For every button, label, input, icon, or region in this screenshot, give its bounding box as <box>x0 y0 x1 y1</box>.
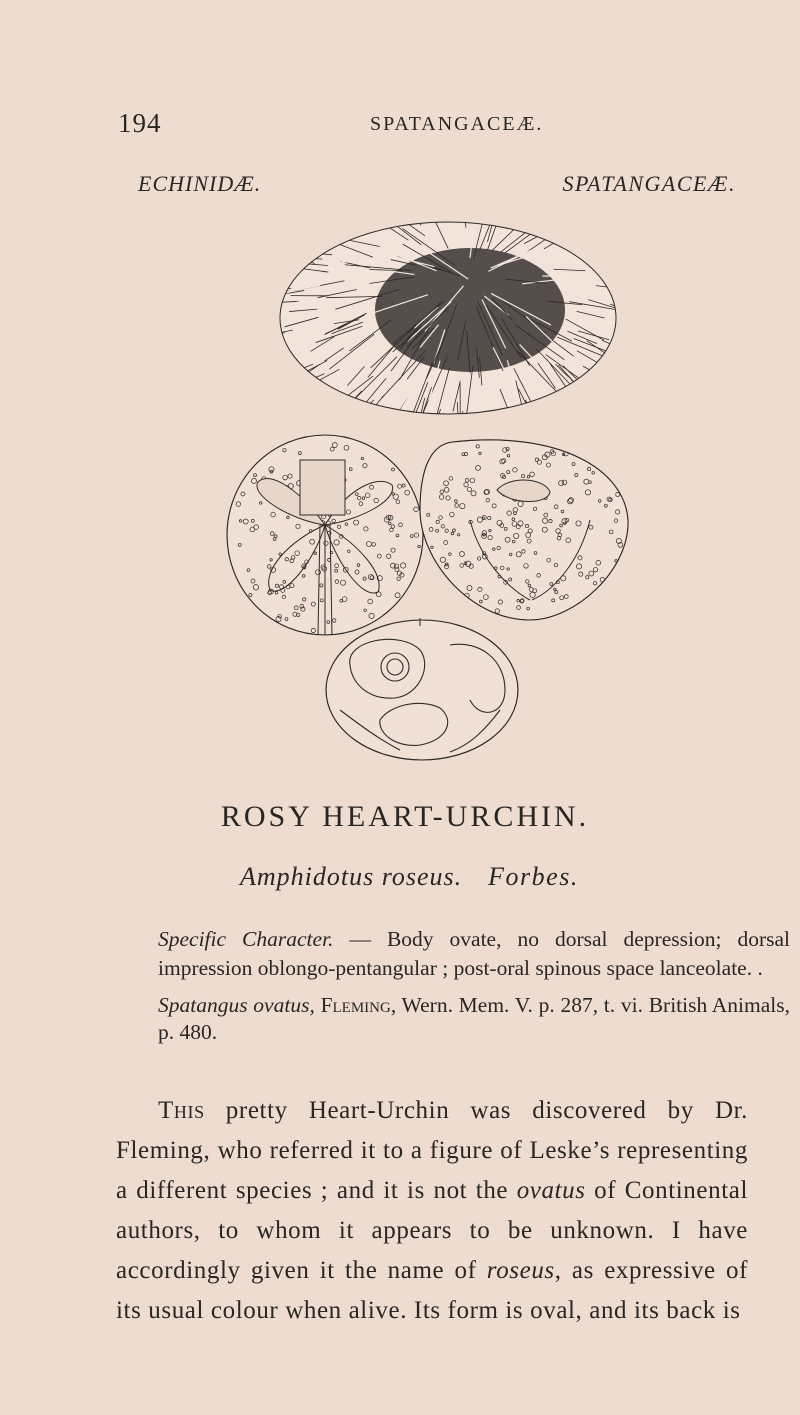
dorsal-test-figure <box>227 435 423 635</box>
specific-character-paragraph <box>116 925 790 983</box>
main-italic-1: ovatus <box>516 1177 586 1204</box>
synonymy-paragraph <box>116 992 790 1046</box>
section-label-left: ECHINIDÆ. <box>138 171 262 196</box>
specific-character-text: — Body ovate, no dorsal depression; dorsal impression oblongo-pentangular ; post-oral spinous space lanceolate. . <box>158 927 790 980</box>
running-title: SPATANGACEÆ. <box>370 113 544 135</box>
main-text-3: , as expressive of its usual colour when alive. Its form is oval, and its back is <box>116 1257 749 1324</box>
ventral-test-figure <box>420 434 628 620</box>
page-number: 194 <box>118 108 162 138</box>
main-description-paragraph <box>116 1091 748 1331</box>
heart-urchin-plate-illustration <box>0 220 800 780</box>
common-name-heading: ROSY HEART-URCHIN. <box>220 800 590 833</box>
synonymy-genus: Spatangus ovatus, <box>158 993 315 1017</box>
synonymy-reference: Wern. Mem. V. p. 287, t. vi. British Animals, p. 480. <box>158 993 791 1044</box>
drop-word: This <box>158 1097 205 1124</box>
synonymy-author: Fleming, <box>320 993 397 1017</box>
species-author: Forbes. <box>488 862 579 891</box>
scientific-name-line <box>240 862 579 892</box>
section-label-right: SPATANGACEÆ. <box>562 171 736 196</box>
plate-drawing <box>0 220 800 780</box>
main-text-2: of Continental authors, to whom it appears to be unknown. I have accordingly given it the name of <box>116 1177 748 1284</box>
main-italic-2: roseus <box>486 1257 555 1284</box>
running-head <box>118 108 718 138</box>
specific-character-label: Specific Character. <box>158 927 334 951</box>
spiny-urchin-figure <box>231 220 671 473</box>
main-text-1: pretty Heart-Urchin was discovered by Dr. Fleming, who referred it to a figure of Leske’s representing a different species ; and it is not the <box>116 1097 748 1204</box>
scientific-name: Amphidotus roseus. <box>240 862 463 891</box>
outline-test-figure <box>326 620 518 760</box>
